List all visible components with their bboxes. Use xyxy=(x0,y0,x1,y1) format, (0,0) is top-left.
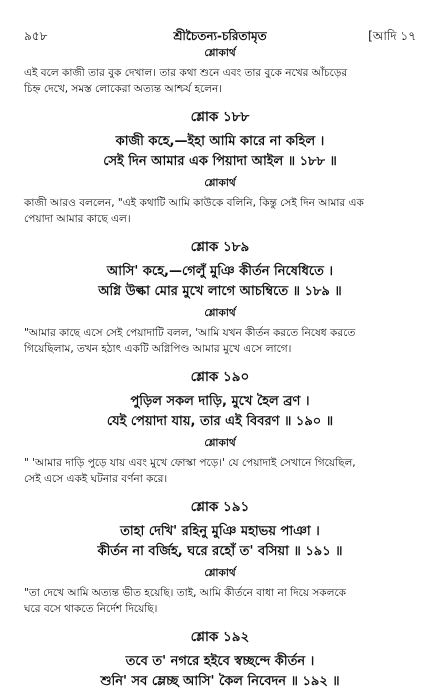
verse-text xyxy=(24,262,416,302)
text-line: চিহ্ন দেখে, সমস্ত লোকেরা অত্যন্ত আশ্চর্য হলেন। xyxy=(24,83,223,95)
verse-text xyxy=(24,522,416,562)
chapter-reference: [আদি ১৭ xyxy=(368,29,416,43)
text-line: কীর্তন না বর্জিহ, ঘরে রহোঁ ত' বসিয়া ॥ ১৯১ ॥ xyxy=(97,544,343,559)
text-line: যেই পেয়াদা যায়, তার এই বিবরণ ॥ ১৯০ ॥ xyxy=(106,414,334,429)
text-line: পুড়িল সকল দাড়ি, মুখে হৈল ব্রণ । xyxy=(130,394,310,409)
translation-heading: শ্লোকার্থ xyxy=(204,307,236,319)
text-line: আসি' কহে,—গেলুঁ মুঞি কীর্তন নিষেধিতে । xyxy=(106,264,334,279)
text-line: সেই এসে একই ঘটনার বর্ণনা করে। xyxy=(24,473,168,485)
text-line: "আমার কাছে এসে সেই পেয়াদাটি বলল, 'আমি যখন কীর্তন করতে নিষেধ করতে xyxy=(24,327,356,339)
text-line: গিয়েছিলাম, তখন হঠাৎ একটি অগ্নিপিণ্ড আমার মুখে এসে লাগে। xyxy=(24,343,292,355)
text-line: কাজী আরও বললেন, "এই কথাটি আমি কাউকে বলিনি, কিন্তু সেই দিন আমার এক xyxy=(24,197,364,209)
text-line: "তা দেখে আমি অত্যন্ত ভীত হয়েছি। তাই, আমি কীর্তনে বাধা না দিয়ে সকলকে xyxy=(24,587,347,599)
translation-text xyxy=(24,195,416,227)
verse-text xyxy=(24,652,416,692)
text-line: " 'আমার দাড়ি পুড়ে যায় এবং মুখে ফোস্কা পড়ে।' যে পেয়াদাই সেখানে গিয়েছিল, xyxy=(24,457,356,469)
translation-text xyxy=(24,455,416,487)
text-line: পেয়াদা আমার কাছে এল। xyxy=(24,213,131,225)
text-line: অগ্নি উল্কা মোর মুখে লাগে আচম্বিতে ॥ ১৮৯ ॥ xyxy=(98,284,342,299)
text-line: তবে ত' নগরে হইবে স্বচ্ছন্দে কীর্তন । xyxy=(125,654,315,669)
page-header xyxy=(24,0,416,42)
text-line: ঘরে বসে থাকতে নির্দেশ দিয়েছি। xyxy=(24,603,158,615)
verse-heading: শ্লোক ১৯০ xyxy=(190,369,250,385)
translation-text xyxy=(24,585,416,617)
text-line: কাজী কহে,—ইহা আমি কারে না কহিল । xyxy=(115,134,325,149)
translation-heading: শ্লোকার্থ xyxy=(204,567,236,579)
text-line: এই বলে কাজী তার বুক দেখাল। তার কথা শুনে এবং তার বুকে নখের আঁচড়ের xyxy=(24,67,348,79)
translation-heading: শ্লোকার্থ xyxy=(204,177,236,189)
translation-heading: শ্লোকার্থ xyxy=(204,47,236,59)
page-number: ৯৫৮ xyxy=(24,29,48,43)
translation-text xyxy=(24,65,416,97)
verse-heading: শ্লোক ১৮৮ xyxy=(190,109,250,125)
page-body xyxy=(24,46,416,692)
verse-heading: শ্লোক ১৯২ xyxy=(190,629,250,645)
verse-text xyxy=(24,132,416,172)
text-line: সেই দিন আমার এক পিয়াদা আইল ॥ ১৮৮ ॥ xyxy=(103,154,337,169)
verse-text xyxy=(24,392,416,432)
translation-text xyxy=(24,325,416,357)
translation-heading: শ্লোকার্থ xyxy=(204,437,236,449)
text-line: তাহা দেখি' রহিনু মুঞি মহাভয় পাঞা । xyxy=(120,524,320,539)
verse-heading: শ্লোক ১৮৯ xyxy=(190,239,250,255)
verse-heading: শ্লোক ১৯১ xyxy=(190,499,250,515)
text-line: শুনি' সব ম্লেচ্ছ আসি' কৈল নিবেদন ॥ ১৯২ ॥ xyxy=(100,674,340,689)
book-title: শ্রীচৈতন্য-চরিতামৃত xyxy=(173,29,267,43)
